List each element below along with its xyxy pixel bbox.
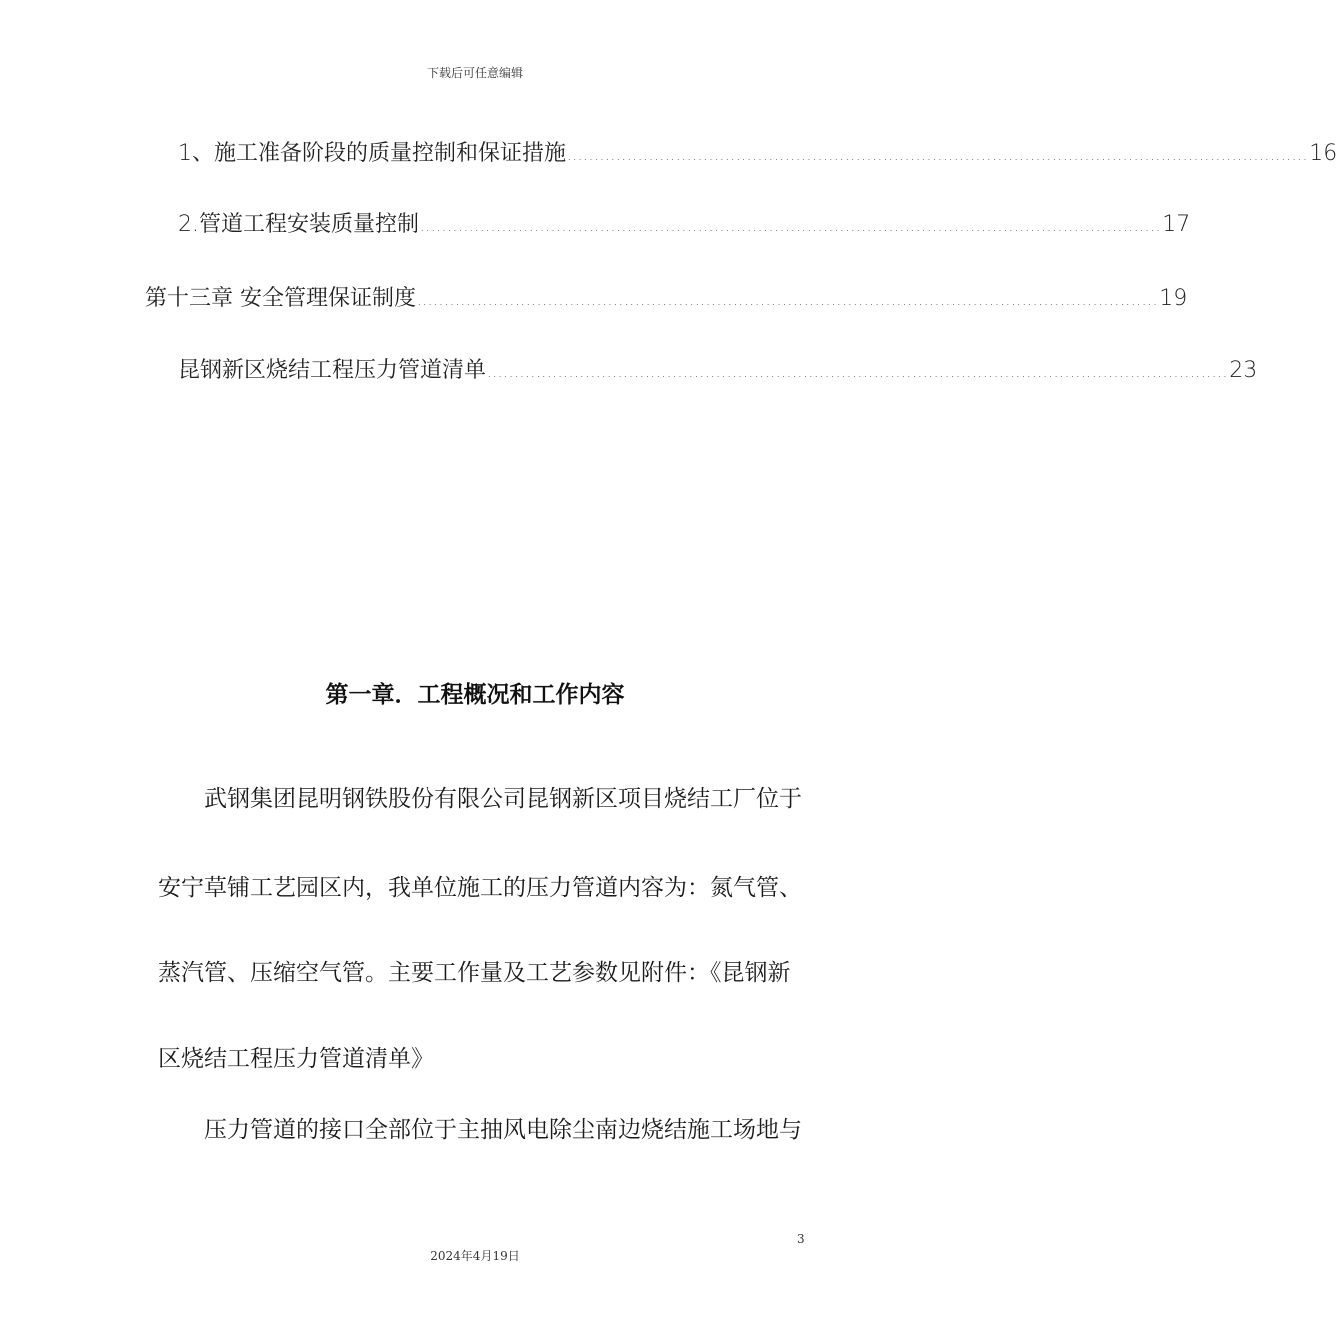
- toc-leader-dots: ........................................................................................................................................: [567, 148, 1309, 164]
- toc-leader-dots: ........................................................................................................................................: [417, 293, 1159, 309]
- toc-entry-label: 2.管道工程安装质量控制: [178, 212, 419, 237]
- body-text-line: 压力管道的接口全部位于主抽风电除尘南边烧结施工场地与: [158, 1117, 802, 1143]
- body-text-line: 区烧结工程压力管道清单》: [158, 1046, 434, 1072]
- body-text-line: 蒸汽管、压缩空气管。主要工作量及工艺参数见附件：《昆钢新: [158, 960, 791, 986]
- page-header: 下载后可任意编辑: [426, 66, 523, 80]
- toc-entry-page: 19: [1159, 286, 1188, 311]
- body-text-line: 武钢集团昆明钢铁股份有限公司昆钢新区项目烧结工厂位于: [158, 786, 802, 812]
- body-text-line: 安宁草铺工艺园区内，我单位施工的压力管道内容为：氮气管、: [158, 875, 802, 901]
- toc-entry[interactable]: [178, 353, 1258, 387]
- toc-entry[interactable]: [178, 207, 1191, 241]
- toc-entry[interactable]: [145, 281, 1188, 315]
- toc-leader-dots: ........................................................................................................................................: [487, 365, 1229, 381]
- toc-entry[interactable]: [178, 136, 1337, 170]
- toc-entry-label: 第十三章 安全管理保证制度: [145, 286, 416, 311]
- toc-entry-page: 23: [1229, 358, 1258, 383]
- chapter-title: 第一章．工程概况和工作内容: [325, 682, 625, 708]
- toc-leader-dots: ........................................................................................................................................: [420, 219, 1162, 235]
- toc-entry-page: 16: [1309, 141, 1337, 166]
- toc-entry-label: 1、施工准备阶段的质量控制和保证措施: [178, 141, 566, 166]
- toc-entry-label: 昆钢新区烧结工程压力管道清单: [178, 358, 487, 383]
- page-number: 3: [797, 1232, 805, 1246]
- toc-entry-page: 17: [1162, 212, 1191, 237]
- footer-date: 2024年4月19日: [430, 1249, 520, 1263]
